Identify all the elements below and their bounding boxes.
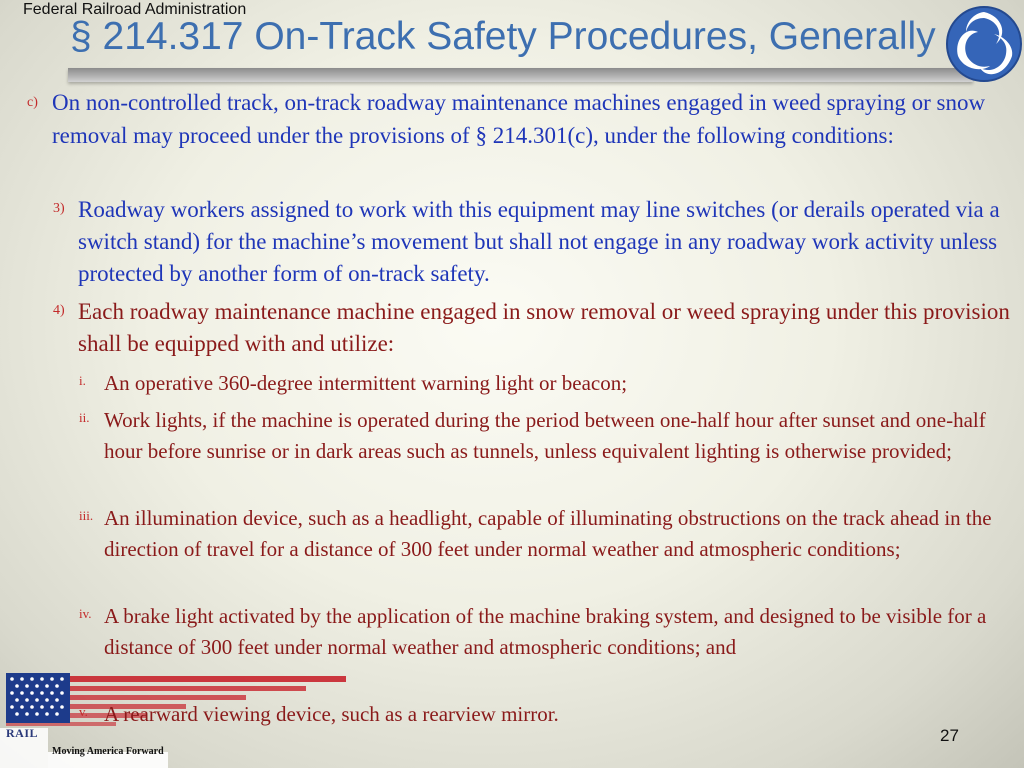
rail-label: RAIL — [6, 726, 39, 740]
slide-title: § 214.317 On-Track Safety Procedures, Generally — [70, 15, 936, 58]
list-marker: iv. — [79, 606, 92, 621]
list-item-text: A rearward viewing device, such as a rearview mirror. — [104, 702, 559, 726]
list-item-text: Each roadway maintenance machine engaged in snow removal or weed spraying under this provision shall be equipped with and utilize: — [78, 299, 1010, 356]
dot-logo-icon — [944, 4, 1024, 84]
list-item-text: A brake light activated by the application of the machine braking system, and designed to be visible for a distance of 300 feet under normal weather and atmospheric conditions; and — [104, 604, 987, 659]
tagline: Moving America Forward — [52, 746, 164, 757]
list-marker: ii. — [79, 410, 90, 425]
sub-item-ii — [79, 405, 1004, 466]
page-number: 27 — [940, 726, 959, 745]
list-item-text: An operative 360-degree intermittent warning light or beacon; — [104, 371, 628, 395]
list-item-c — [27, 86, 1010, 152]
sub-item-iv — [79, 601, 1004, 662]
agency-name: Federal Railroad Administration — [23, 1, 247, 18]
list-marker: v. — [79, 704, 88, 719]
list-item-text: Roadway workers assigned to work with this equipment may line switches (or derails operated via a switch stand) for the machine’s movement but shall not engage in any roadway work activity unless protected by another form of on-track safety. — [78, 197, 1000, 286]
list-marker: i. — [79, 373, 86, 388]
list-marker: c) — [27, 95, 38, 110]
list-item-4 — [53, 296, 1014, 360]
sub-item-v — [79, 699, 1004, 730]
list-marker: 4) — [53, 303, 65, 318]
sub-item-i — [79, 368, 1004, 399]
title-divider-bar — [68, 68, 973, 82]
list-item-text: Work lights, if the machine is operated during the period between one-half hour after sunset and one-half hour before sunrise or in dark areas such as tunnels, unless equivalent lighting is otherwise provided; — [104, 408, 986, 463]
sub-item-iii — [79, 503, 1004, 564]
list-marker: iii. — [79, 508, 94, 523]
list-item-3 — [53, 194, 1014, 290]
list-item-text: An illumination device, such as a headlight, capable of illuminating obstructions on the track ahead in the direction of travel for a distance of 300 feet under normal weather and atmospheric conditions; — [104, 506, 992, 561]
list-item-text: On non-controlled track, on-track roadway maintenance machines engaged in weed spraying or snow removal may proceed under the provisions of § 214.301(c), under the following conditions: — [52, 90, 986, 148]
list-marker: 3) — [53, 201, 65, 216]
